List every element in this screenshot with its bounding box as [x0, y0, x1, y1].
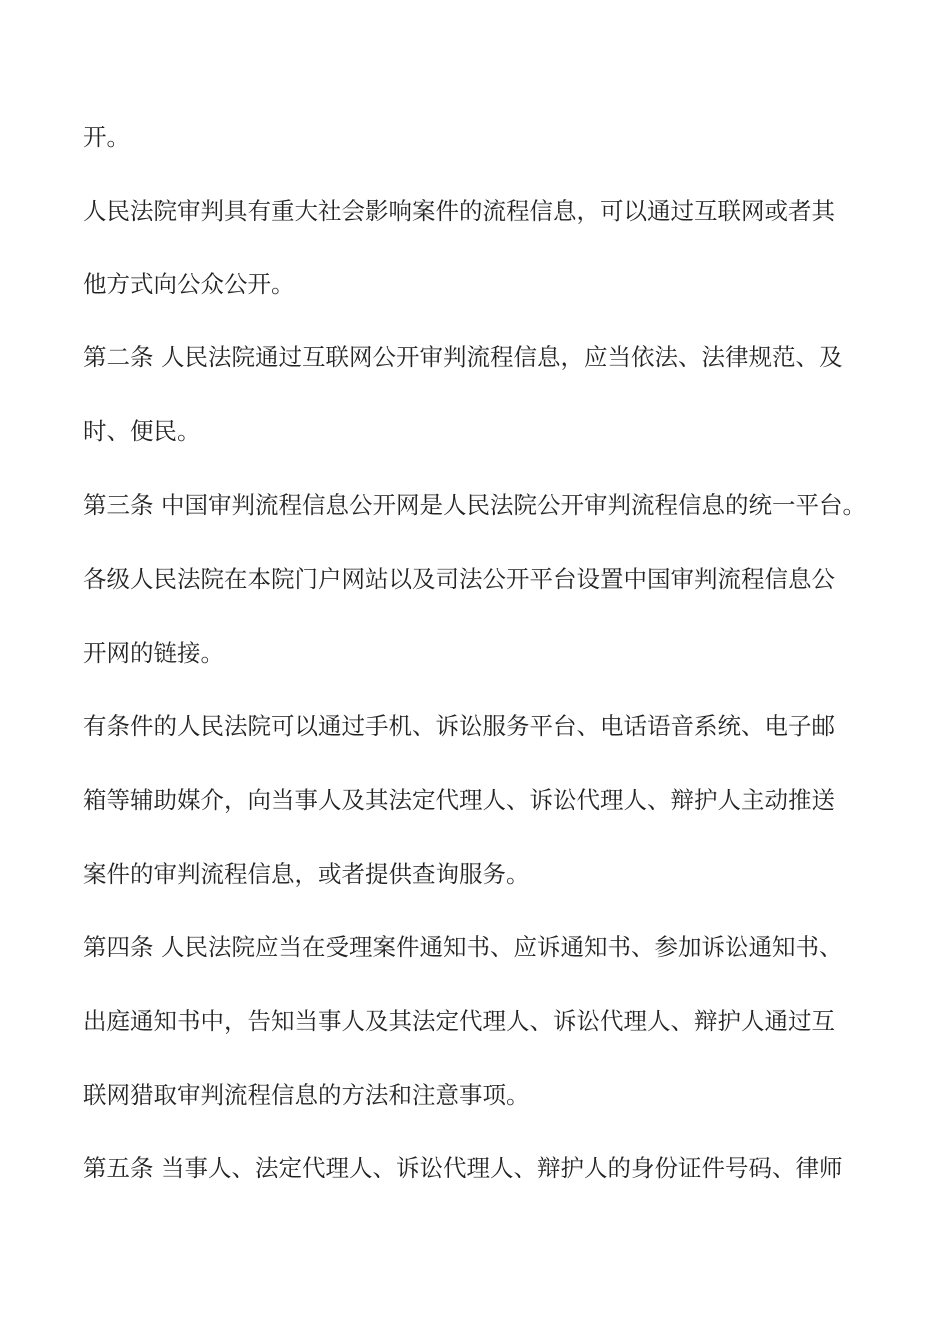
text-line: 开。 — [83, 123, 130, 151]
text-line: 有条件的人民法院可以通过手机、诉讼服务平台、电话语音系统、电子邮 — [83, 712, 835, 740]
text-line: 人民法院审判具有重大社会影响案件的流程信息，可以通过互联网或者其 — [83, 197, 835, 225]
text-line: 各级人民法院在本院门户网站以及司法公开平台设置中国审判流程信息公 — [83, 565, 835, 593]
text-line: 第四条 人民法院应当在受理案件通知书、应诉通知书、参加诉讼通知书、 — [83, 933, 843, 961]
text-line: 联网猎取审判流程信息的方法和注意事项。 — [83, 1081, 530, 1109]
text-line: 第五条 当事人、法定代理人、诉讼代理人、辩护人的身份证件号码、律师 — [83, 1154, 843, 1182]
text-line: 出庭通知书中，告知当事人及其法定代理人、诉讼代理人、辩护人通过互 — [83, 1007, 835, 1035]
text-line: 第二条 人民法院通过互联网公开审判流程信息，应当依法、法律规范、及 — [83, 343, 843, 371]
text-line: 时、便民。 — [83, 417, 201, 445]
text-line: 案件的审判流程信息，或者提供查询服务。 — [83, 860, 530, 888]
text-line: 第三条 中国审判流程信息公开网是人民法院公开审判流程信息的统一平台。 — [83, 491, 866, 519]
text-line: 箱等辅助媒介，向当事人及其法定代理人、诉讼代理人、辩护人主动推送 — [83, 786, 835, 814]
text-line: 他方式向公众公开。 — [83, 270, 295, 298]
text-line: 开网的链接。 — [83, 639, 224, 667]
